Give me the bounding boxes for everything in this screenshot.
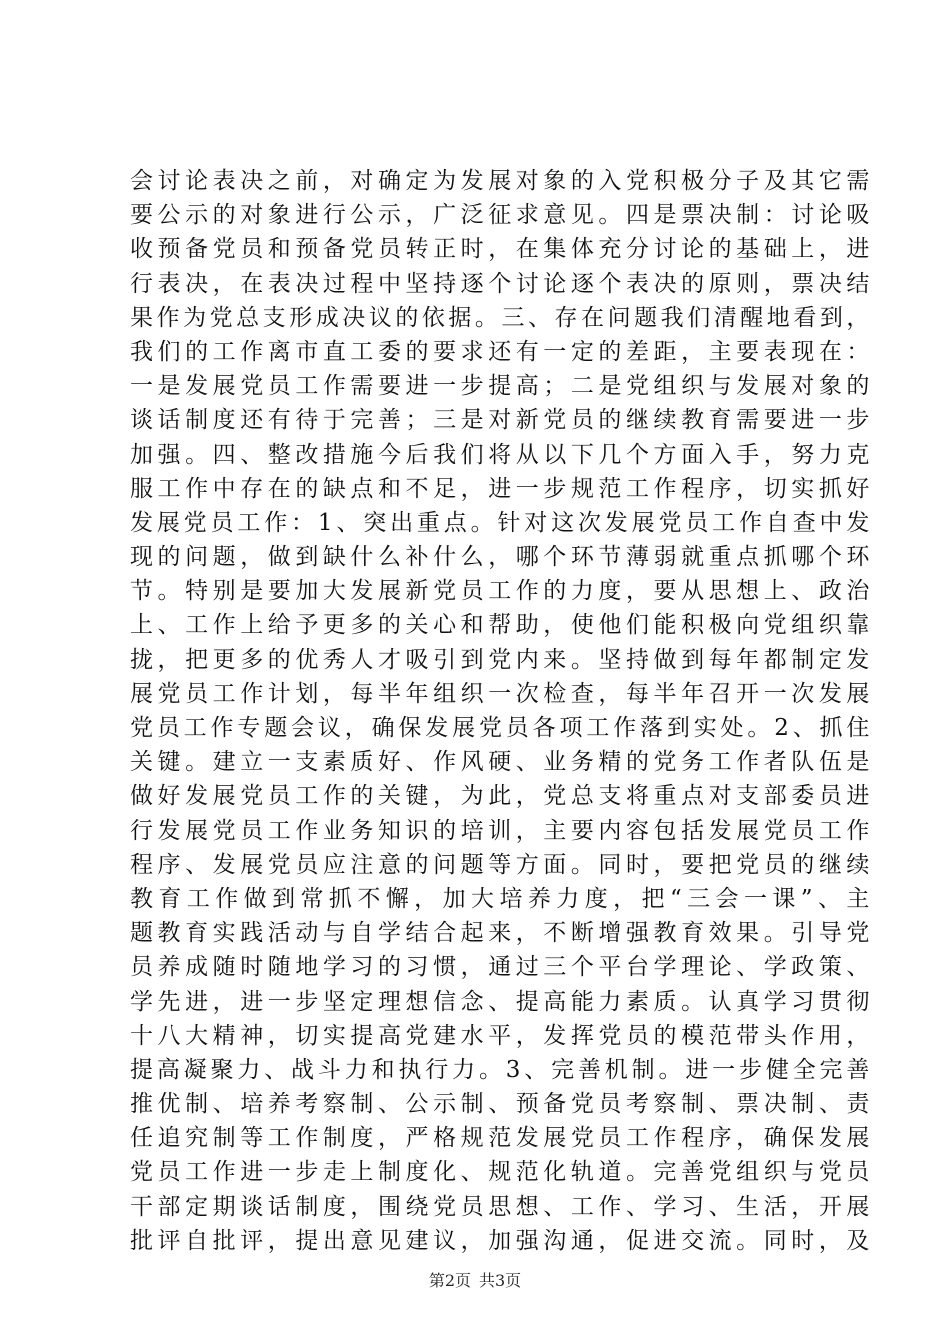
text-line: 批评自批评，提出意见建议，加强沟通，促进交流。同时，及: [130, 1227, 870, 1254]
text-line: 谈话制度还有待于完善；三是对新党员的继续教育需要进一步: [130, 407, 870, 434]
text-line: 提高凝聚力、战斗力和执行力。3、完善机制。进一步健全完善: [130, 1056, 870, 1083]
text-line: 节。特别是要加大发展新党员工作的力度，要从思想上、政治: [130, 578, 870, 605]
text-line: 题教育实践活动与自学结合起来，不断增强教育效果。引导党: [130, 920, 870, 947]
page-number-current: 第2页: [428, 1271, 471, 1290]
text-line: 员养成随时随地学习的习惯，通过三个平台学理论、学政策、: [130, 954, 870, 981]
text-line: 展党员工作计划，每半年组织一次检查，每半年召开一次发展: [130, 680, 870, 707]
text-line: 党员工作进一步走上制度化、规范化轨道。完善党组织与党员: [130, 1159, 870, 1186]
text-line: 加强。四、整改措施今后我们将从以下几个方面入手，努力克: [130, 441, 870, 468]
text-line: 一是发展党员工作需要进一步提高；二是党组织与发展对象的: [130, 373, 870, 400]
text-line: 拢，把更多的优秀人才吸引到党内来。坚持做到每年都制定发: [130, 646, 870, 673]
page-number-total: 共3页: [479, 1271, 522, 1290]
text-line: 上、工作上给予更多的关心和帮助，使他们能积极向党组织靠: [130, 612, 870, 639]
text-line: 干部定期谈话制度，围绕党员思想、工作、学习、生活，开展: [130, 1193, 870, 1220]
text-line: 会讨论表决之前，对确定为发展对象的入党积极分子及其它需: [130, 168, 870, 194]
text-line: 果作为党总支形成决议的依据。三、存在问题我们清醒地看到，: [130, 304, 870, 331]
text-line: 做好发展党员工作的关键，为此，党总支将重点对支部委员进: [130, 783, 870, 810]
document-body-text: [130, 164, 870, 1258]
text-line: 现的问题，做到缺什么补什么，哪个环节薄弱就重点抓哪个环: [130, 544, 870, 571]
text-line: 行发展党员工作业务知识的培训，主要内容包括发展党员工作: [130, 817, 870, 844]
text-line: 程序、发展党员应注意的问题等方面。同时，要把党员的继续: [130, 851, 870, 878]
text-line: 收预备党员和预备党员转正时，在集体充分讨论的基础上，进: [130, 236, 870, 263]
text-line: 我们的工作离市直工委的要求还有一定的差距，主要表现在：: [130, 338, 870, 365]
text-line: 十八大精神，切实提高党建水平，发挥党员的模范带头作用，: [130, 1022, 870, 1049]
text-line: 关键。建立一支素质好、作风硬、业务精的党务工作者队伍是: [130, 749, 870, 776]
text-line: 服工作中存在的缺点和不足，进一步规范工作程序，切实抓好: [130, 475, 870, 502]
text-line: 行表决，在表决过程中坚持逐个讨论逐个表决的原则，票决结: [130, 270, 870, 297]
text-line: 发展党员工作：1、突出重点。针对这次发展党员工作自查中发: [130, 509, 870, 536]
text-line: 任追究制等工作制度，严格规范发展党员工作程序，确保发展: [130, 1125, 870, 1152]
text-line: 教育工作做到常抓不懈，加大培养力度，把“三会一课”、主: [130, 885, 870, 912]
text-line: 要公示的对象进行公示，广泛征求意见。四是票决制：讨论吸: [130, 202, 870, 229]
text-line: 学先进，进一步坚定理想信念、提高能力素质。认真学习贯彻: [130, 988, 870, 1015]
text-line: 推优制、培养考察制、公示制、预备党员考察制、票决制、责: [130, 1091, 870, 1118]
page-footer: [0, 1268, 950, 1291]
text-line: 党员工作专题会议，确保发展党员各项工作落到实处。2、抓住: [130, 715, 870, 741]
